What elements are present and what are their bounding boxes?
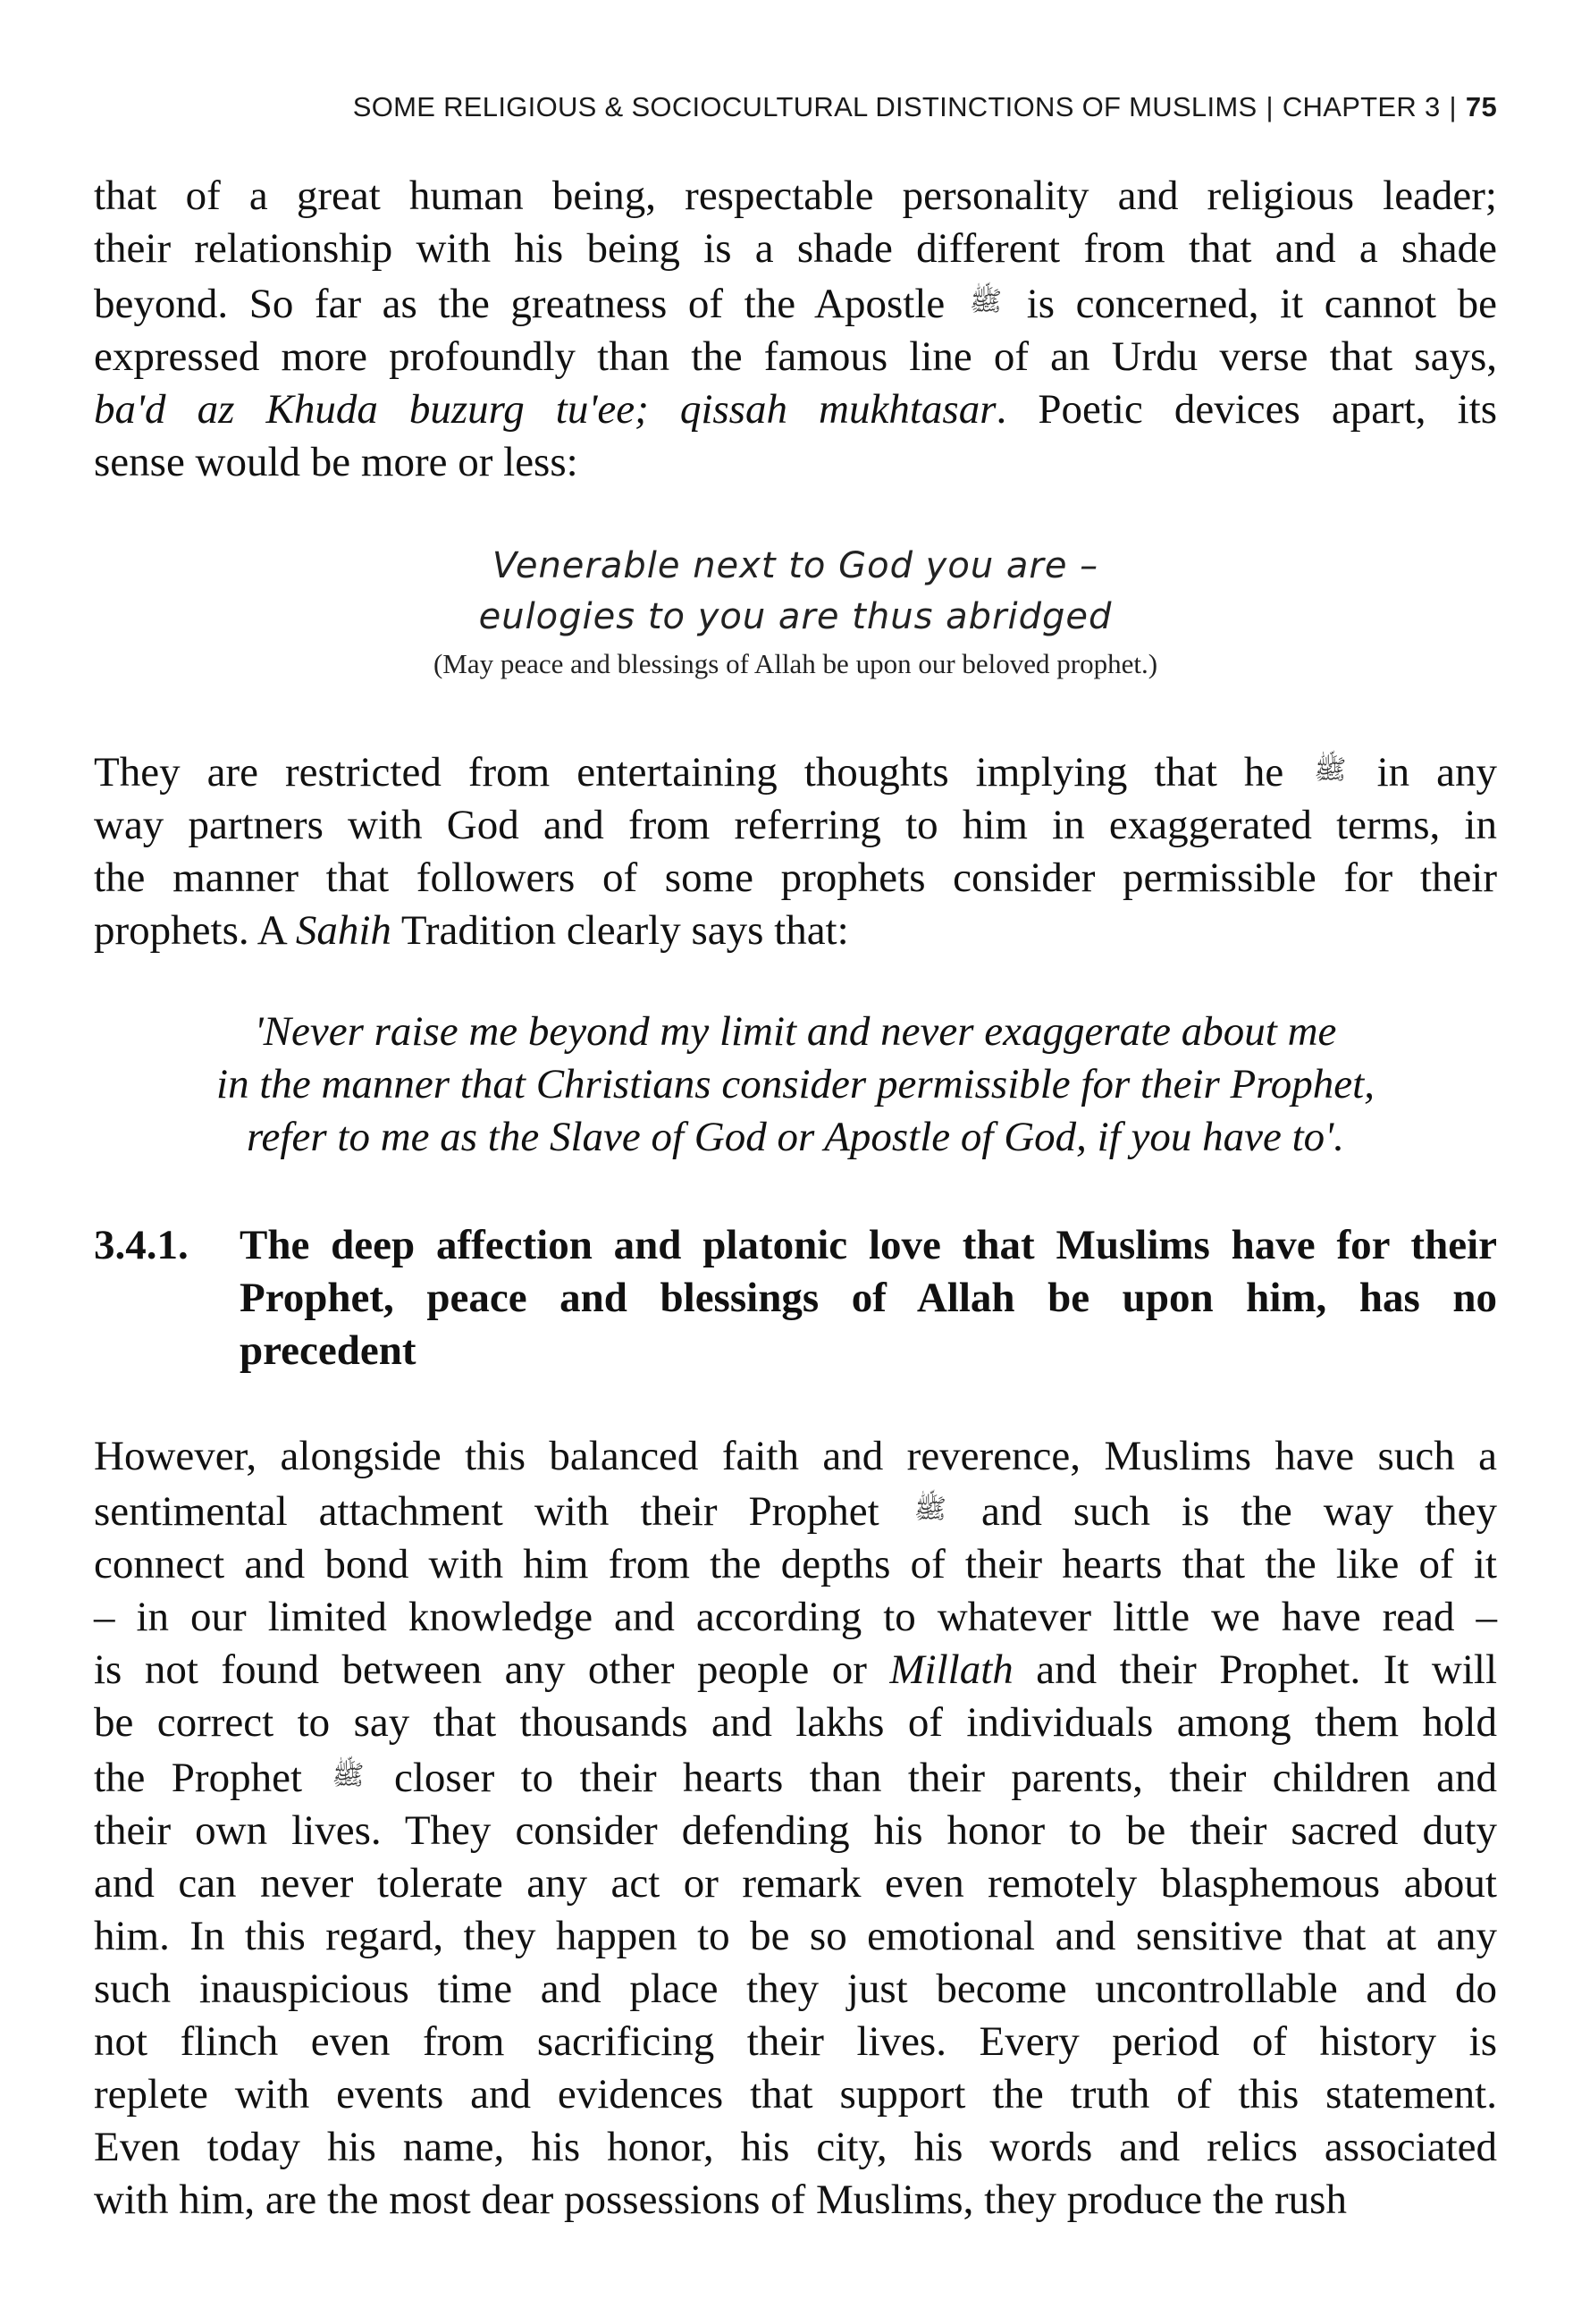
text-line: be correct to say that thousands and lakhs of individuals among them hold: [94, 1699, 1497, 1746]
text-line: him. In this regard, they happen to be so emotional and sensitive that at any: [94, 1913, 1497, 1959]
page-number: 75: [1465, 91, 1497, 122]
running-title: SOME RELIGIOUS & SOCIOCULTURAL DISTINCTIONS OF MUSLIMS: [352, 91, 1258, 122]
quote-line: refer to me as the Slave of God or Apostle of God, if you have to'.: [247, 1114, 1344, 1160]
text-line: the manner that followers of some prophets consider permissible for their: [94, 855, 1497, 901]
text-line: such inauspicious time and place they just become uncontrollable and do: [94, 1966, 1497, 2012]
text-line: beyond. So far as the greatness of the Apostle ﷺ is concerned, it cannot be: [94, 275, 1497, 331]
honorific-symbol: ﷺ: [332, 1761, 365, 1790]
text-line: expressed more profoundly than the famous line of an Urdu verse that says,: [94, 333, 1497, 380]
honorific-symbol: ﷺ: [1314, 755, 1347, 785]
header-separator: |: [1449, 91, 1457, 122]
italic-term: Sahih: [295, 907, 391, 954]
text-line: their relationship with his being is a shade different from that and a shade: [94, 225, 1497, 272]
text-line: They are restricted from entertaining thoughts implying that he ﷺ in any: [94, 744, 1497, 799]
paragraph-1: [94, 170, 1497, 489]
text-line: connect and bond with him from the depths of their hearts that the like of it: [94, 1541, 1497, 1587]
verse-line: eulogies to you are thus abridged: [478, 596, 1113, 637]
transliterated-verse: ba'd az Khuda buzurg tu'ee; qissah mukhtasar: [94, 386, 997, 433]
quote-line: in the manner that Christians consider permissible for their Prophet,: [216, 1061, 1375, 1107]
chapter-label: CHAPTER 3: [1282, 91, 1441, 122]
heading-line: The deep affection and platonic love that Muslims have for their: [240, 1222, 1497, 1268]
text-line: with him, are the most dear possessions of Muslims, they produce the rush: [94, 2177, 1347, 2223]
hadith-quote: [94, 1006, 1497, 1164]
paragraph-2: [94, 744, 1497, 957]
text-line: sense would be more or less:: [94, 439, 578, 485]
section-number: 3.4.1.: [94, 1222, 189, 1268]
verse-note: (May peace and blessings of Allah be upon our beloved prophet.): [433, 648, 1158, 679]
heading-line: precedent: [240, 1327, 416, 1374]
honorific-symbol: ﷺ: [913, 1495, 946, 1524]
text-line: way partners with God and from referring to him in exaggerated terms, in: [94, 802, 1497, 848]
honorific-symbol: ﷺ: [969, 287, 1003, 316]
text-line: Even today his name, his honor, his city, his words and relics associated: [94, 2124, 1497, 2170]
text-line: the Prophet ﷺ closer to their hearts than their parents, their children and: [94, 1749, 1497, 1805]
heading-line: Prophet, peace and blessings of Allah be upon him, has no: [240, 1275, 1497, 1321]
text-line: not flinch even from sacrificing their lives. Every period of history is: [94, 2018, 1497, 2065]
section-title: [240, 1219, 1497, 1377]
verse-block: [94, 541, 1497, 684]
verse-line: Venerable next to God you are –: [492, 545, 1099, 586]
text-line: that of a great human being, respectable personality and religious leader;: [94, 173, 1497, 219]
text-line: and can never tolerate any act or remark even remotely blasphemous about: [94, 1860, 1497, 1907]
text-line: their own lives. They consider defending his honor to be their sacred duty: [94, 1807, 1497, 1854]
text-line: sentimental attachment with their Prophet ﷺ and such is the way they: [94, 1483, 1497, 1538]
text-line: However, alongside this balanced faith and reverence, Muslims have such a: [94, 1433, 1497, 1479]
text-line: ba'd az Khuda buzurg tu'ee; qissah mukhtasar. Poetic devices apart, its: [94, 386, 1498, 433]
text-line: is not found between any other people or Millath and their Prophet. It will: [94, 1646, 1498, 1693]
italic-term: Millath: [889, 1646, 1014, 1693]
header-separator: |: [1266, 91, 1274, 122]
text-line: – in our limited knowledge and according to whatever little we have read –: [94, 1594, 1497, 1640]
running-header: [353, 91, 1497, 123]
text-line: replete with events and evidences that support the truth of this statement.: [94, 2071, 1497, 2118]
text-line: prophets. A Sahih Tradition clearly says that:: [94, 907, 849, 954]
paragraph-3: [94, 1430, 1497, 2227]
quote-line: 'Never raise me beyond my limit and never exaggerate about me: [254, 1008, 1337, 1055]
